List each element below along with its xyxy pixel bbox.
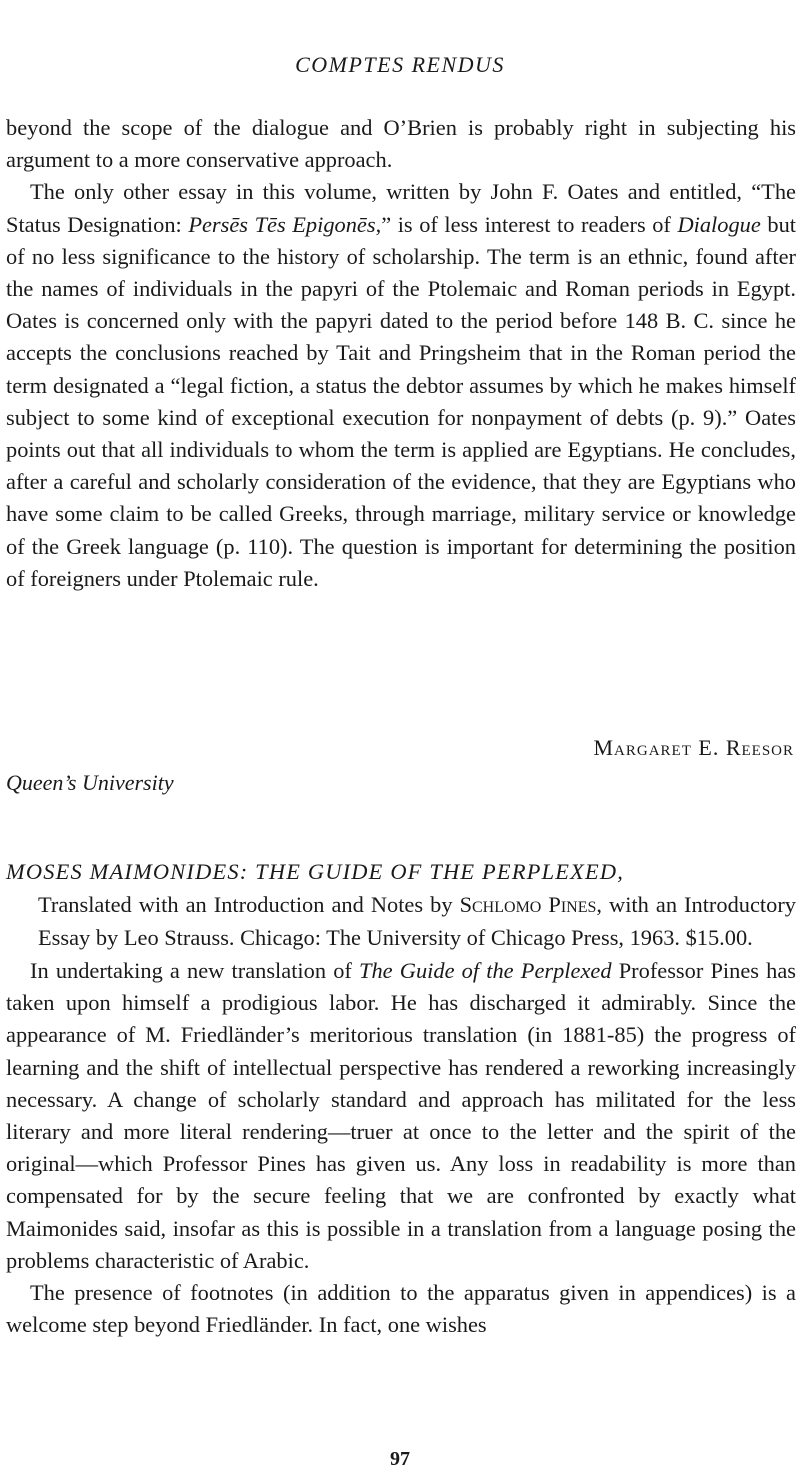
review2-book-title: MOSES MAIMONIDES: THE GUIDE OF THE PERPLEXED, — [6, 859, 625, 884]
review2-meta-text-b: , with an Introductory Essay by Leo Strauss. Chicago: The University of Chicago Press, 1963. $15.00. — [38, 892, 796, 950]
review2-paragraph-1-text-b: Professor Pines has taken upon himself a prodigious labor. He has discharged it admirably. Since the appearance of M. Friedländer’s meritorious translation (in 1881-85) the progress of learning and the shift of intellectual perspective has rendered a reworking increasingly necessary. A change of scholarly standard and approach has militated for the less literary and more literal rendering—truer at once to the letter and the spirit of the original—which Professor Pines has given us. Any loss in readability is more than compensated for by the secure feeling that we are confronted by exactly what Maimonides said, insofar as this is possible in a translation from a language posing the problems characteristic of Arabic. — [6, 958, 796, 1273]
book-title-italic: The Guide of the Perplexed — [359, 958, 612, 983]
review1-paragraph-1-text: beyond the scope of the dialogue and O’Brien is probably right in subjecting his argument to a more conservative approach. — [6, 115, 796, 173]
reviewer-signature: Margaret E. Reesor — [593, 735, 794, 760]
reviewer-affiliation: Queen’s University — [6, 770, 174, 795]
essay-title-italic: Persēs Tēs Epigonēs — [188, 211, 376, 237]
review2-paragraph-1 — [6, 955, 796, 1277]
review1-body — [6, 112, 796, 595]
review2-heading — [6, 855, 796, 954]
page-number: 97 — [390, 1448, 410, 1470]
journal-name-italic: Dialogue — [677, 211, 761, 237]
running-head: COMPTES RENDUS — [295, 52, 505, 77]
review2-meta-text-a: Translated with an Introduction and Notes by — [38, 892, 460, 917]
review2-paragraph-1-text-a: In undertaking a new translation of — [30, 958, 360, 983]
review2-paragraph-2 — [6, 1277, 796, 1341]
review1-paragraph-2-text-a: The only other essay in this volume, written by John F. Oates and entitled, “The Status Designation: — [6, 179, 796, 237]
review1-paragraph-2-text-b: ,” is of less interest to readers of — [375, 211, 678, 237]
review1-paragraph-2 — [6, 176, 796, 595]
review2-paragraph-2-text: The presence of footnotes (in addition to the apparatus given in appendices) is a welcome step beyond Friedländer. In fact, one wishes — [6, 1280, 796, 1338]
review2-translator-name: Schlomo Pines — [459, 892, 597, 917]
review1-paragraph-2-text-c: but of no less significance to the history of scholarship. The term is an ethnic, found after the names of individuals in the papyri of the Ptolemaic and Roman periods in Egypt. Oates is concerned only with the papyri dated to the period before 148 B. C. since he accepts the conclusions reached by Tait and Pringsheim that in the Roman period the term designated a “legal fiction, a status the debtor assumes by which he makes himself subject to some kind of exceptional execution for nonpayment of debts (p. 9).” Oates points out that all individuals to whom the term is applied are Egyptians. He concludes, after a careful and scholarly consideration of the evidence, that they are Egyptians who have some claim to be called Greeks, through marriage, military service or knowledge of the Greek language (p. 110). The question is important for determining the position of foreigners under Ptolemaic rule. — [6, 211, 796, 591]
review1-paragraph-1 — [6, 112, 796, 176]
review2-body — [6, 955, 796, 1341]
review2-publication-details — [6, 888, 796, 954]
